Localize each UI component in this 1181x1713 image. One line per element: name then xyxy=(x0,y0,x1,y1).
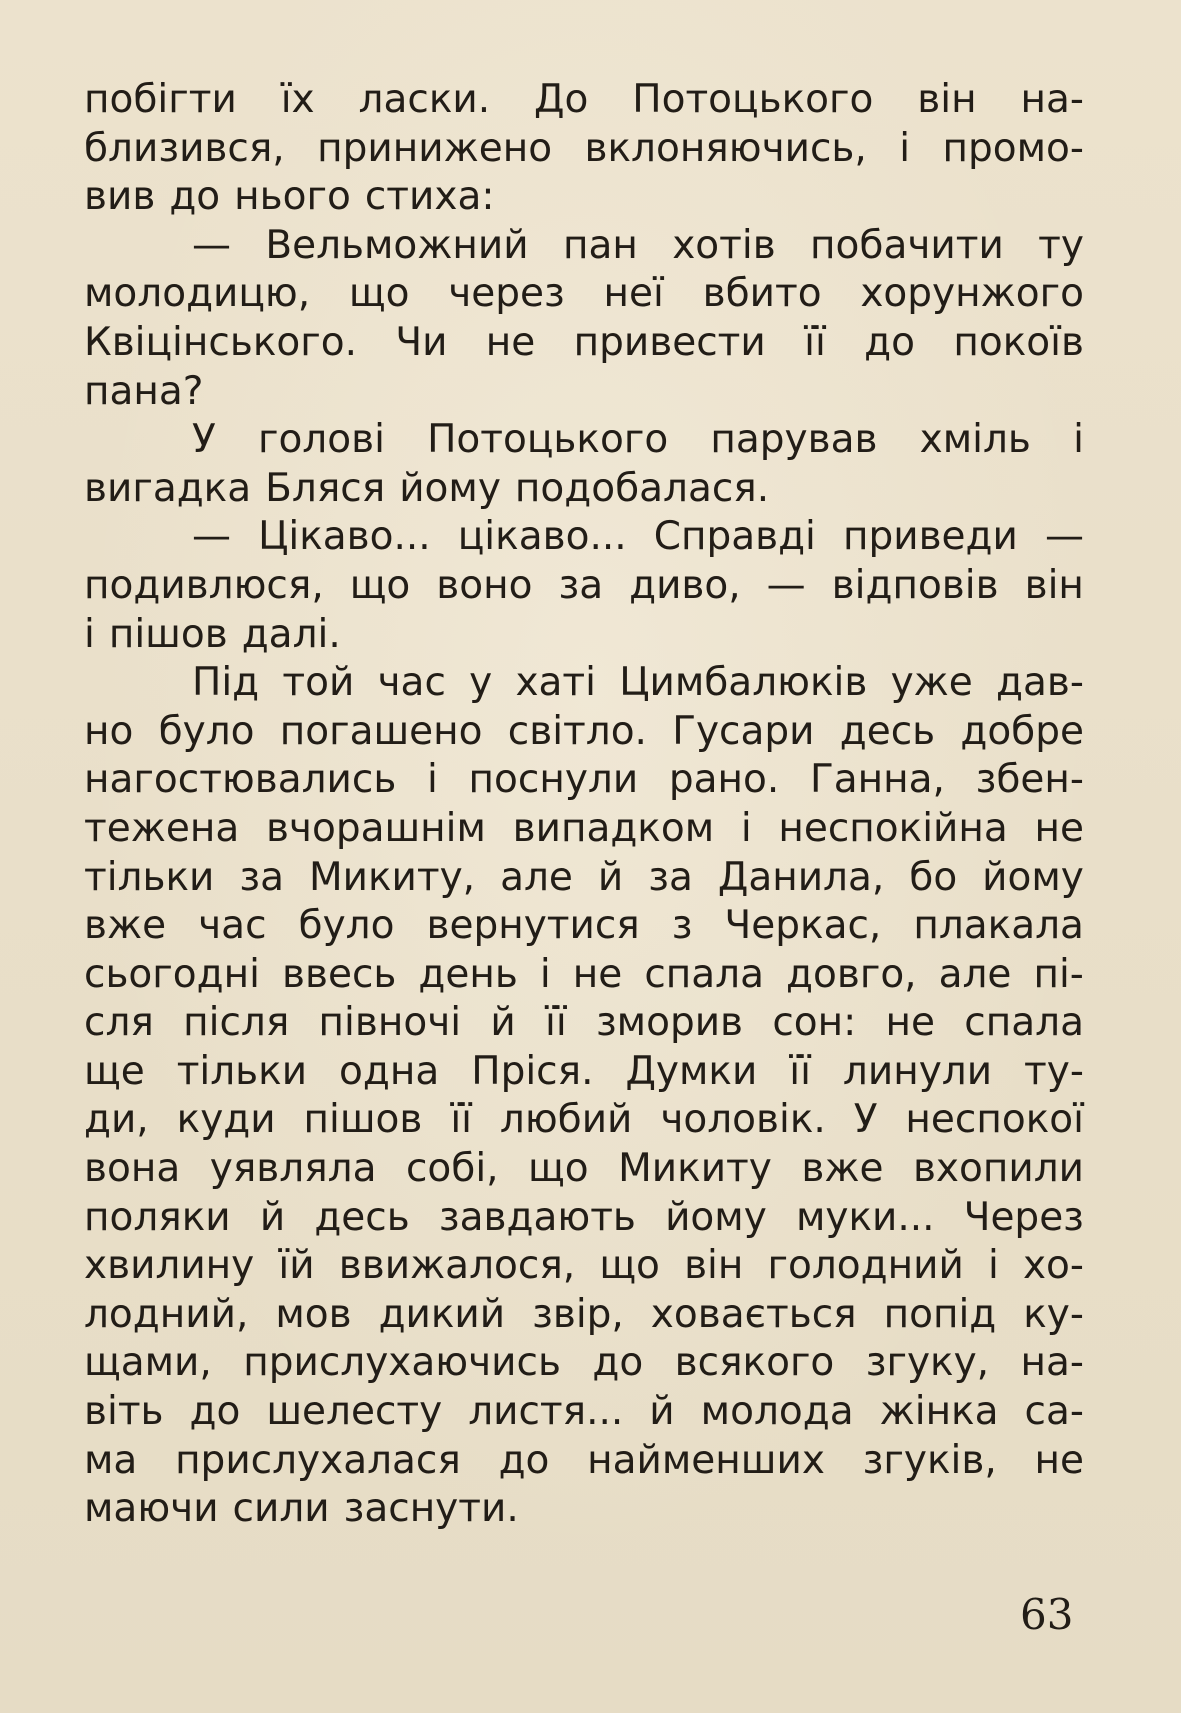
text-line: сля після півночі й її зморив сон: не спала xyxy=(84,1000,1084,1046)
text-line: — Вельможний пан хотів побачити ту xyxy=(192,222,1084,268)
text-line: пана? xyxy=(84,368,204,414)
text-line: молодицю, що через неї вбито хорунжого xyxy=(84,271,1084,317)
text-line: нагостювались і поснули рано. Ганна, збен- xyxy=(84,757,1084,803)
text-line: ще тільки одна Пріся. Думки її линули ту- xyxy=(84,1048,1084,1094)
text-line: — Цікаво... цікаво... Справді приведи — xyxy=(192,514,1084,560)
text-line: близився, принижено вклоняючись, і промо- xyxy=(84,125,1084,171)
text-line: вигадка Бляся йому подобалася. xyxy=(84,465,770,511)
text-line: лодний, мов дикий звір, ховається попід ку- xyxy=(84,1291,1084,1337)
text-line: Квіцінського. Чи не привести її до покоїв xyxy=(84,319,1084,365)
text-line: подивлюся, що воно за диво, — відповів він xyxy=(84,562,1084,608)
text-line: поляки й десь завдають йому муки... Через xyxy=(84,1194,1084,1240)
text-line: Під той час у хаті Цимбалюків уже дав- xyxy=(192,660,1084,706)
text-line: побігти їх ласки. До Потоцького він на- xyxy=(84,77,1084,122)
text-line: ма прислухалася до найменших згуків, не xyxy=(84,1437,1084,1483)
text-line: хвилину їй ввижалося, що він голодний і хо- xyxy=(84,1243,1084,1289)
text-line: сьогодні ввесь день і не спала довго, але пі- xyxy=(84,951,1084,997)
text-line: тежена вчорашнім випадком і неспокійна не xyxy=(84,805,1084,851)
text-line: маючи сили заснути. xyxy=(84,1486,519,1532)
body-text xyxy=(84,76,1084,1534)
text-line: тільки за Микиту, але й за Данила, бо йому xyxy=(84,854,1084,900)
text-line: ди, куди пішов її любий чоловік. У неспокої xyxy=(84,1097,1084,1143)
text-line: і пішов далі. xyxy=(84,611,341,657)
text-line: У голові Потоцького парував хміль і xyxy=(192,417,1084,463)
text-line: щами, прислухаючись до всякого згуку, на- xyxy=(84,1340,1084,1386)
page-number: 63 xyxy=(1020,1590,1074,1639)
text-line: вона уявляла собі, що Микиту вже вхопили xyxy=(84,1146,1084,1192)
text-line: но було погашено світло. Гусари десь добре xyxy=(84,708,1084,754)
text-line: вже час було вернутися з Черкас, плакала xyxy=(84,903,1084,949)
text-line: віть до шелесту листя... й молода жінка са- xyxy=(84,1389,1084,1435)
text-line: вив до нього стиха: xyxy=(84,174,495,220)
